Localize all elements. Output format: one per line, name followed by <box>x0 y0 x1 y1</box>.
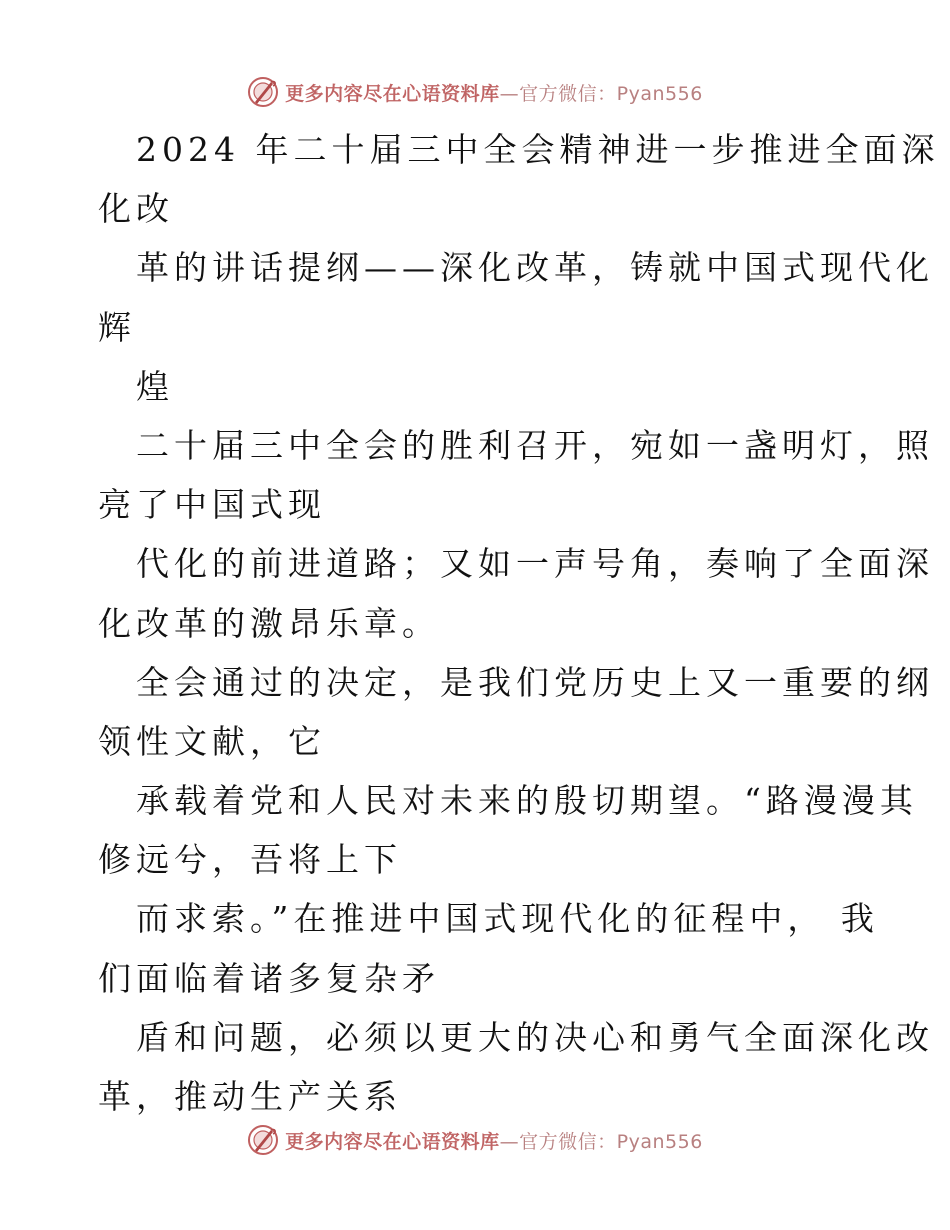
text-line: 革，推动生产关系 <box>98 1077 402 1116</box>
footer-watermark <box>0 1120 950 1160</box>
header-watermark <box>0 72 950 112</box>
text-line: 代化的前进道路；又如一声号角，奏响了全面深 <box>136 544 934 584</box>
watermark-contact: —官方微信：Pyan556 <box>499 82 703 105</box>
text-line: 全会通过的决定，是我们党历史上又一重要的纲 <box>136 662 934 702</box>
text-line: 亮了中国式现 <box>98 485 326 525</box>
watermark-brand: 更多内容尽在心语资料库 <box>285 1130 500 1153</box>
text-line: 们面临着诸多复杂矛 <box>98 958 440 998</box>
text-line: 领性文献，它 <box>98 721 326 761</box>
text-line: 承载着党和人民对未来的殷切期望。“路漫漫其 <box>136 781 918 821</box>
watermark-brand: 更多内容尽在心语资料库 <box>285 82 500 105</box>
document-body <box>98 120 940 1126</box>
text-line: 2024 年二十届三中全会精神进一步推进全面深 <box>136 130 940 169</box>
text-line: 煌 <box>136 366 174 406</box>
watermark-contact: —官方微信：Pyan556 <box>499 1130 703 1153</box>
watermark-text <box>285 79 703 106</box>
text-line: 盾和问题，必须以更大的决心和勇气全面深化改 <box>136 1017 934 1057</box>
text-line: 辉 <box>98 307 136 347</box>
watermark-text <box>285 1127 703 1154</box>
text-line: 而求索。”在推进中国式现代化的征程中， 我 <box>136 899 879 939</box>
text-line: 修远兮，吾将上下 <box>98 840 402 880</box>
text-line: 化改 <box>98 189 174 229</box>
feather-pen-logo-icon <box>247 76 279 108</box>
feather-pen-logo-icon <box>247 1124 279 1156</box>
text-line: 革的讲话提纲——深化改革，铸就中国式现代化 <box>136 248 934 288</box>
text-line: 二十届三中全会的胜利召开，宛如一盏明灯，照 <box>136 425 934 465</box>
text-line: 化改革的激昂乐章。 <box>98 603 440 643</box>
